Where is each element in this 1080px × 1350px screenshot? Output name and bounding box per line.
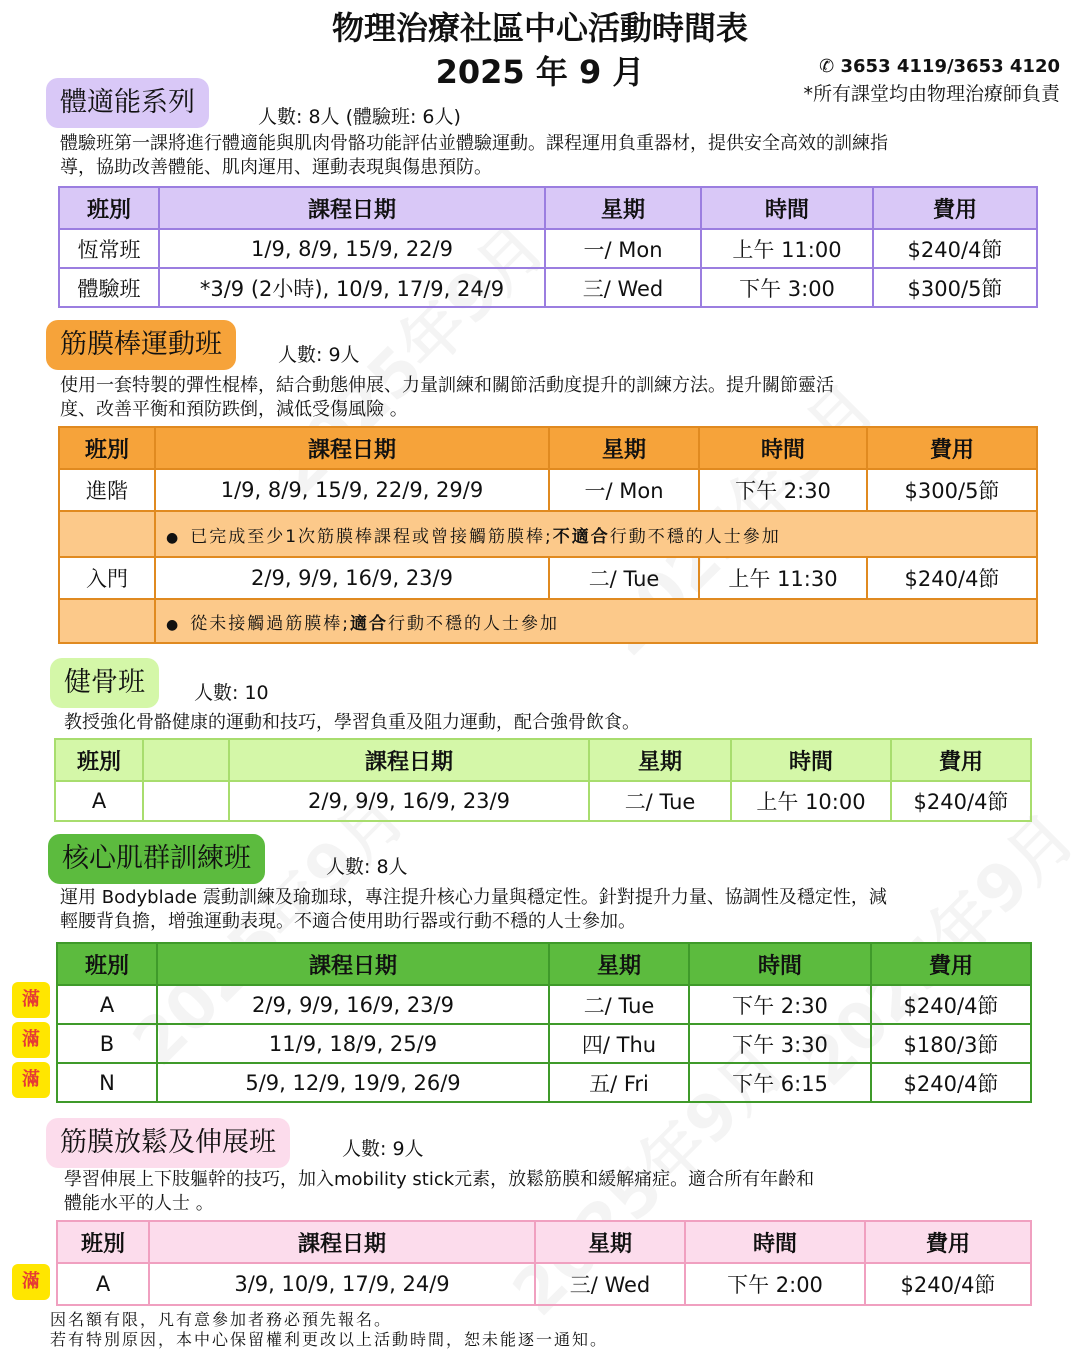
cell-dates: 3/9, 10/9, 17/9, 24/9 — [149, 1263, 535, 1305]
section-title-stretch: 筋膜放鬆及伸展班 — [46, 1118, 290, 1168]
section-title-fitness: 體適能系列 — [46, 78, 209, 128]
stretch-description — [64, 1168, 814, 1216]
header-time: 時間 — [731, 739, 891, 781]
cell-time: 下午 3:00 — [701, 268, 873, 307]
header-weekday: 星期 — [549, 943, 689, 985]
full-badge: 滿 — [12, 982, 50, 1018]
table-row — [57, 1063, 1031, 1102]
cell-empty — [143, 781, 229, 821]
bone-schedule-table — [54, 738, 1032, 822]
cell-fee: $240/4節 — [873, 229, 1037, 268]
cell-class: 進階 — [59, 469, 155, 511]
header-time: 時間 — [685, 1221, 865, 1263]
cell-class: 體驗班 — [59, 268, 159, 307]
cell-dates: 5/9, 12/9, 19/9, 26/9 — [157, 1063, 549, 1102]
header-class: 班別 — [59, 187, 159, 229]
cell-dates: 1/9, 8/9, 15/9, 22/9, 29/9 — [155, 469, 549, 511]
note-text: 行動不穩的人士參加 — [387, 613, 559, 634]
cell-class: A — [57, 1263, 149, 1305]
cell-dates: 2/9, 9/9, 16/9, 23/9 — [229, 781, 589, 821]
note-text: 行動不穩的人士參加 — [609, 526, 781, 547]
cell-time: 下午 3:30 — [689, 1024, 871, 1063]
bone-description — [64, 711, 640, 735]
stretch-capacity: 人數: 9人 — [342, 1138, 424, 1160]
cell-fee: $240/4節 — [871, 1063, 1031, 1102]
table-header-row — [59, 187, 1037, 229]
page-title: 物理治療社區中心活動時間表 — [331, 9, 748, 47]
header-fee: 費用 — [891, 739, 1031, 781]
note-emphasis: 適合 — [349, 613, 388, 634]
cell-weekday: 三/ Wed — [535, 1263, 685, 1305]
fitness-desc-line1: 體驗班第一課將進行體適能與肌肉骨骼功能評估並體驗運動。課程運用負重器材，提供安全高效的訓練指 — [60, 133, 888, 154]
table-header-row — [57, 1221, 1031, 1263]
header-time: 時間 — [699, 427, 867, 469]
note-text: 從未接觸過筋膜棒; — [190, 613, 350, 634]
header-class: 班別 — [55, 739, 143, 781]
note-emphasis: 不適合 — [552, 526, 610, 547]
header-fee: 費用 — [865, 1221, 1031, 1263]
footer-notes — [50, 1310, 608, 1350]
table-row — [59, 229, 1037, 268]
fascia-description — [60, 374, 834, 422]
phone-icon: ✆ — [819, 56, 835, 77]
bone-capacity: 人數: 10 — [194, 682, 269, 704]
cell-weekday: 一/ Mon — [549, 469, 699, 511]
header-empty — [143, 739, 229, 781]
cell-class: 恆常班 — [59, 229, 159, 268]
contact-block — [803, 56, 1060, 106]
phone-line — [803, 56, 1060, 77]
cell-time: 下午 2:00 — [685, 1263, 865, 1305]
section-title-core: 核心肌群訓練班 — [48, 834, 265, 884]
cell-weekday: 二/ Tue — [549, 557, 699, 599]
cell-dates: 11/9, 18/9, 25/9 — [157, 1024, 549, 1063]
note-empty-cell — [59, 511, 155, 557]
cell-time: 下午 6:15 — [689, 1063, 871, 1102]
header-class: 班別 — [57, 1221, 149, 1263]
note-text: 已完成至少1次筋膜棒課程或曾接觸筋膜棒; — [190, 526, 553, 547]
cell-dates: *3/9 (2小時), 10/9, 17/9, 24/9 — [159, 268, 545, 307]
header-time: 時間 — [689, 943, 871, 985]
fitness-schedule-table — [58, 186, 1038, 308]
cell-fee: $180/3節 — [871, 1024, 1031, 1063]
full-badge: 滿 — [12, 1022, 50, 1058]
table-row — [59, 469, 1037, 511]
header-fee: 費用 — [871, 943, 1031, 985]
cell-fee: $240/4節 — [867, 557, 1037, 599]
fitness-capacity: 人數: 8人 (體驗班: 6人) — [258, 106, 461, 128]
bullet-icon: ● — [166, 529, 181, 546]
cell-fee: $240/4節 — [865, 1263, 1031, 1305]
phone-number: 3653 4119/3653 4120 — [840, 56, 1060, 77]
stretch-desc-line1: 學習伸展上下肢軀幹的技巧，加入mobility stick元素，放鬆筋膜和緩解痛症。適合所有年齡和 — [64, 1169, 815, 1190]
stretch-desc-line2: 體能水平的人士 。 — [64, 1193, 214, 1214]
cell-dates: 1/9, 8/9, 15/9, 22/9 — [159, 229, 545, 268]
cell-weekday: 一/ Mon — [545, 229, 701, 268]
cell-weekday: 三/ Wed — [545, 268, 701, 307]
header-dates: 課程日期 — [149, 1221, 535, 1263]
header-dates: 課程日期 — [155, 427, 549, 469]
cell-time: 上午 10:00 — [731, 781, 891, 821]
cell-class: A — [55, 781, 143, 821]
core-desc-line1: 運用 Bodyblade 震動訓練及瑜珈球，專注提升核心力量與穩定性。針對提升力量、協調性及穩定性，減 — [60, 887, 887, 908]
cell-weekday: 五/ Fri — [549, 1063, 689, 1102]
fascia-desc-line2: 度、改善平衡和預防跌倒，減低受傷風險 。 — [60, 399, 408, 420]
table-row — [57, 985, 1031, 1024]
header-fee: 費用 — [873, 187, 1037, 229]
header-fee: 費用 — [867, 427, 1037, 469]
stretch-schedule-table — [56, 1220, 1032, 1306]
cell-weekday: 二/ Tue — [549, 985, 689, 1024]
note-empty-cell — [59, 599, 155, 643]
table-header-row — [59, 427, 1037, 469]
cell-class: N — [57, 1063, 157, 1102]
cell-fee: $300/5節 — [873, 268, 1037, 307]
cell-time: 下午 2:30 — [689, 985, 871, 1024]
section-title-fascia: 筋膜棒運動班 — [46, 320, 236, 370]
header-time: 時間 — [701, 187, 873, 229]
bone-desc-line1: 教授強化骨骼健康的運動和技巧，學習負重及阻力運動，配合強骨飲食。 — [64, 712, 640, 733]
header-dates: 課程日期 — [159, 187, 545, 229]
cell-time: 下午 2:30 — [699, 469, 867, 511]
footer-line2: 若有特別原因，本中心保留權利更改以上活動時間，恕未能逐一通知。 — [50, 1330, 609, 1349]
cell-class: B — [57, 1024, 157, 1063]
header-weekday: 星期 — [535, 1221, 685, 1263]
cell-weekday: 二/ Tue — [589, 781, 731, 821]
table-header-row — [57, 943, 1031, 985]
cell-dates: 2/9, 9/9, 16/9, 23/9 — [155, 557, 549, 599]
beginner-eligibility-note — [155, 599, 1037, 643]
cell-weekday: 四/ Thu — [549, 1024, 689, 1063]
header-dates: 課程日期 — [157, 943, 549, 985]
full-badge: 滿 — [12, 1264, 50, 1300]
header-weekday: 星期 — [549, 427, 699, 469]
fascia-capacity: 人數: 9人 — [278, 344, 360, 366]
header-dates: 課程日期 — [229, 739, 589, 781]
cell-class: 入門 — [59, 557, 155, 599]
page-subtitle-month: 2025 年 9 月 — [435, 53, 645, 91]
footer-line1: 因名額有限，凡有意參加者務必預先報名。 — [50, 1310, 393, 1329]
core-description — [60, 886, 887, 934]
cell-class: A — [57, 985, 157, 1024]
fascia-schedule-table — [58, 426, 1038, 644]
bullet-icon: ● — [166, 616, 181, 633]
cell-fee: $300/5節 — [867, 469, 1037, 511]
header-class: 班別 — [59, 427, 155, 469]
cell-dates: 2/9, 9/9, 16/9, 23/9 — [157, 985, 549, 1024]
header-weekday: 星期 — [589, 739, 731, 781]
table-row — [59, 268, 1037, 307]
table-header-row — [55, 739, 1031, 781]
header-weekday: 星期 — [545, 187, 701, 229]
cell-fee: $240/4節 — [871, 985, 1031, 1024]
fitness-description — [60, 132, 888, 180]
cell-fee: $240/4節 — [891, 781, 1031, 821]
core-schedule-table — [56, 942, 1032, 1103]
full-badge: 滿 — [12, 1062, 50, 1098]
table-row — [57, 1024, 1031, 1063]
header-class: 班別 — [57, 943, 157, 985]
advanced-eligibility-note — [155, 511, 1037, 557]
table-row — [57, 1263, 1031, 1305]
cell-time: 上午 11:30 — [699, 557, 867, 599]
table-note-row — [59, 599, 1037, 643]
cell-time: 上午 11:00 — [701, 229, 873, 268]
core-desc-line2: 輕腰背負擔，增強運動表現。不適合使用助行器或行動不穩的人士參加。 — [60, 911, 636, 932]
table-row — [59, 557, 1037, 599]
fascia-desc-line1: 使用一套特製的彈性棍棒，結合動態伸展、力量訓練和關節活動度提升的訓練方法。提升關節靈活 — [60, 375, 834, 396]
section-title-bone: 健骨班 — [50, 658, 159, 708]
core-capacity: 人數: 8人 — [326, 856, 408, 878]
table-note-row — [59, 511, 1037, 557]
table-row — [55, 781, 1031, 821]
therapist-note: *所有課堂均由物理治療師負責 — [803, 83, 1060, 105]
fitness-desc-line2: 導，協助改善體能、肌肉運用、運動表現與傷患預防。 — [60, 157, 492, 178]
